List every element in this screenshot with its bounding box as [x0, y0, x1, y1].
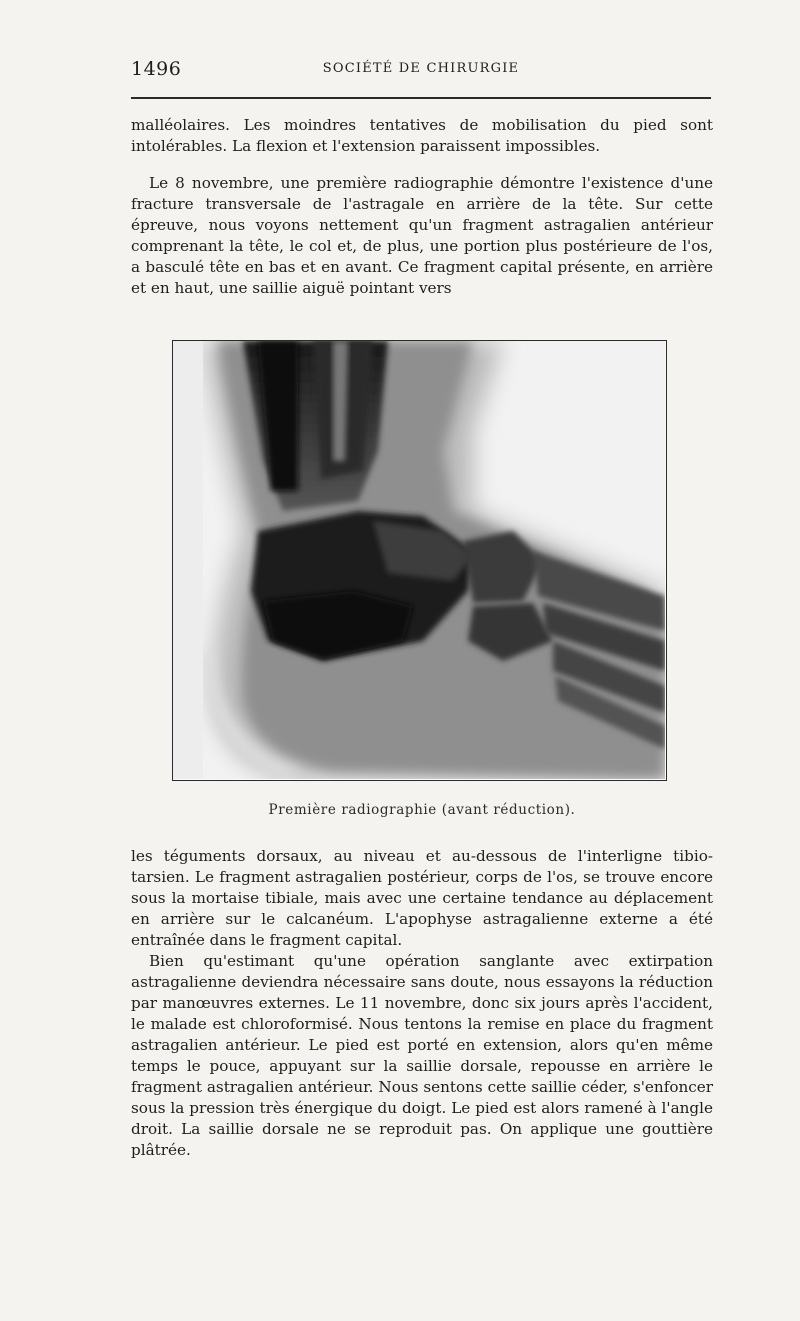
header-rule — [131, 97, 711, 99]
paragraph-continuation: malléolaires. Les moindres tentatives de mobilisation du pied sont intolérables. La flexion et l'extension paraissent impossibles. — [131, 116, 713, 155]
page-header — [131, 58, 711, 88]
radiograph-figure — [172, 340, 667, 781]
body-text-top — [131, 115, 713, 299]
body-text-bottom — [131, 846, 713, 1161]
paragraph-reduction: Bien qu'estimant qu'une opération sanglante avec extirpation astragalienne deviendra nécessaire sans doute, nous essayons la réduction par manœuvres externes. Le 11 novembre, donc six jours après l'accident, le malade est chloroformisé. Nous tentons la remise en place du fragment astragalien antérieur. Le pied est porté en extension, alors qu'en même temps le pouce, appuyant sur la saillie dorsale, repousse en arrière le fragment astragalien antérieur. Nous sentons cette saillie céder, s'enfoncer sous la pression très énergique du doigt. Le pied est alors ramené à l'angle droit. La saillie dorsale ne se reproduit pas. On applique une gouttière plâtrée. — [131, 952, 713, 1159]
paragraph-radiography: Le 8 novembre, une première radiographie démontre l'existence d'une fracture transversale de l'astragale en arrière de la tête. Sur cette épreuve, nous voyons nettement qu'un fragment astragalien antérieur comprenant la tête, le col et, de plus, une portion plus postérieure de l'os, a basculé tête en bas et en avant. Ce fragment capital présente, en arrière et en haut, une saillie aiguë pointant vers — [131, 174, 713, 297]
xray-image — [173, 341, 665, 779]
page-number: 1496 — [131, 58, 182, 80]
paragraph-fragments: les téguments dorsaux, au niveau et au-dessous de l'interligne tibio-tarsien. Le fragment astragalien postérieur, corps de l'os, se trouve encore sous la mortaise tibiale, mais avec une certaine tendance au déplacement en arrière sur le calcanéum. L'apophyse astragalienne externe a été entraînée dans le fragment capital. — [131, 847, 713, 949]
running-title: SOCIÉTÉ DE CHIRURGIE — [322, 61, 520, 76]
figure-caption: Première radiographie (avant réduction). — [268, 802, 576, 818]
